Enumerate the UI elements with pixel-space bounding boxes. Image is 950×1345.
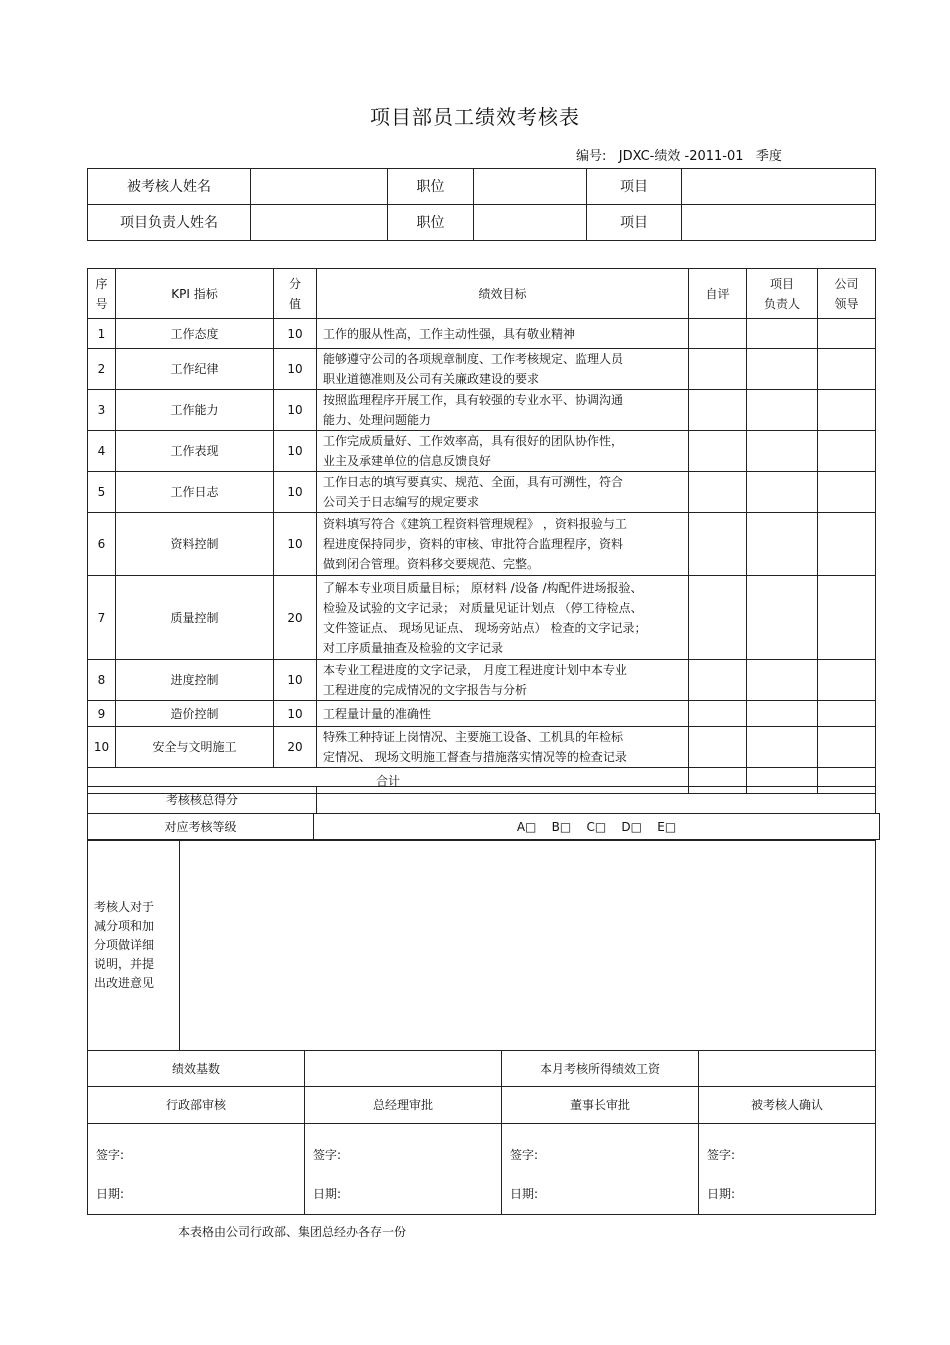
- row-seq: 6: [88, 513, 116, 576]
- sign-cell-assessee[interactable]: [699, 1124, 876, 1215]
- row-kpi: 工作表现: [116, 431, 274, 472]
- row-self-field[interactable]: [689, 319, 747, 349]
- row-seq: 9: [88, 701, 116, 727]
- assessee-position-label: 职位: [388, 169, 474, 205]
- table-row: [88, 431, 876, 472]
- row-manager-field[interactable]: [747, 513, 818, 576]
- row-self-field[interactable]: [689, 472, 747, 513]
- manager-position-field[interactable]: [474, 205, 587, 241]
- row-self-field[interactable]: [689, 701, 747, 727]
- table-row: [88, 472, 876, 513]
- base-field[interactable]: [305, 1051, 502, 1087]
- row-seq: 3: [88, 390, 116, 431]
- sign-label: 签字:: [510, 1148, 539, 1162]
- approval-admin: 行政部审核: [88, 1087, 305, 1124]
- assessee-project-label: 项目: [587, 169, 682, 205]
- row-leader-field[interactable]: [818, 701, 876, 727]
- row-leader-field[interactable]: [818, 349, 876, 390]
- row-kpi: 进度控制: [116, 660, 274, 701]
- row-leader-field[interactable]: [818, 472, 876, 513]
- salary-label: 本月考核所得绩效工资: [502, 1051, 699, 1087]
- row-manager-field[interactable]: [747, 660, 818, 701]
- row-manager-field[interactable]: [747, 576, 818, 660]
- manager-project-field[interactable]: [682, 205, 876, 241]
- sign-cell-chairman[interactable]: [502, 1124, 699, 1215]
- manager-name-label: 项目负责人姓名: [88, 205, 251, 241]
- row-self-field[interactable]: [689, 390, 747, 431]
- row-kpi: 工作日志: [116, 472, 274, 513]
- row-target: 本专业工程进度的文字记录， 月度工程进度计划中本专业 工程进度的完成情况的文字报告与分析: [317, 660, 689, 701]
- date-label: 日期:: [510, 1187, 539, 1201]
- table-row: [88, 727, 876, 768]
- row-manager-field[interactable]: [747, 319, 818, 349]
- header-target: 绩效目标: [317, 269, 689, 319]
- table-row: [88, 349, 876, 390]
- kpi-table: [87, 268, 876, 794]
- approval-chairman: 董事长审批: [502, 1087, 699, 1124]
- page-title: 项目部员工绩效考核表: [370, 105, 580, 129]
- assessee-position-field[interactable]: [474, 169, 587, 205]
- approval-assessee: 被考核人确认: [699, 1087, 876, 1124]
- row-score: 10: [274, 349, 317, 390]
- row-score: 20: [274, 727, 317, 768]
- table-row: [88, 576, 876, 660]
- row-target: 工作的服从性高，工作主动性强，具有敬业精神: [317, 319, 689, 349]
- row-self-field[interactable]: [689, 513, 747, 576]
- sign-label: 签字:: [313, 1148, 342, 1162]
- row-score: 10: [274, 390, 317, 431]
- row-score: 20: [274, 576, 317, 660]
- code-label: 编号:: [576, 149, 607, 164]
- row-leader-field[interactable]: [818, 576, 876, 660]
- row-seq: 2: [88, 349, 116, 390]
- assessee-name-label: 被考核人姓名: [88, 169, 251, 205]
- grade-table: [87, 813, 880, 840]
- row-self-field[interactable]: [689, 660, 747, 701]
- row-seq: 8: [88, 660, 116, 701]
- table-row: [88, 701, 876, 727]
- row-score: 10: [274, 660, 317, 701]
- date-label: 日期:: [707, 1187, 736, 1201]
- row-kpi: 工作能力: [116, 390, 274, 431]
- row-target: 工程量计量的准确性: [317, 701, 689, 727]
- document-code: [576, 145, 782, 164]
- grade-options[interactable]: A□ B□ C□ D□ E□: [314, 814, 880, 840]
- table-row: [88, 660, 876, 701]
- row-manager-field[interactable]: [747, 349, 818, 390]
- row-target: 了解本专业项目质量目标； 原材料 /设备 /构配件进场报验、 检验及试验的文字记录； 对质量见证计划点 （停工待检点、 文件签证点、 现场见证点、 现场旁站点） 检查的文字记录； 对工序质量抽查及检验的文字记录: [317, 576, 689, 660]
- date-label: 日期:: [96, 1187, 125, 1201]
- code-suffix: 季度: [755, 149, 782, 164]
- row-target: 工作完成质量好、工作效率高，具有很好的团队协作性， 业主及承建单位的信息反馈良好: [317, 431, 689, 472]
- row-seq: 4: [88, 431, 116, 472]
- row-self-field[interactable]: [689, 349, 747, 390]
- total-score-field[interactable]: [317, 787, 876, 814]
- row-target: 能够遵守公司的各项规章制度、工作考核规定、监理人员 职业道德准则及公司有关廉政建设的要求: [317, 349, 689, 390]
- table-row: [88, 513, 876, 576]
- row-score: 10: [274, 513, 317, 576]
- date-label: 日期:: [313, 1187, 342, 1201]
- row-target: 资料填写符合《建筑工程资料管理规程》 ，资料报验与工 程进度保持同步，资料的审核、审批符合监理程序，资料 做到闭合管理。资料移交要规范、完整。: [317, 513, 689, 576]
- grade-label: 对应考核等级: [88, 814, 314, 840]
- row-target: 特殊工种持证上岗情况、主要施工设备、工机具的年检标 定情况、 现场文明施工督查与措施落实情况等的检查记录: [317, 727, 689, 768]
- score-table: [87, 786, 876, 814]
- row-seq: 10: [88, 727, 116, 768]
- row-seq: 7: [88, 576, 116, 660]
- manager-project-label: 项目: [587, 205, 682, 241]
- total-label: 合计: [88, 768, 689, 794]
- sign-cell-gm[interactable]: [305, 1124, 502, 1215]
- row-manager-field[interactable]: [747, 390, 818, 431]
- row-kpi: 工作纪律: [116, 349, 274, 390]
- row-score: 10: [274, 431, 317, 472]
- sign-label: 签字:: [96, 1148, 125, 1162]
- header-table: [87, 168, 876, 241]
- base-label: 绩效基数: [88, 1051, 305, 1087]
- manager-position-label: 职位: [388, 205, 474, 241]
- row-manager-field[interactable]: [747, 472, 818, 513]
- table-row: [88, 319, 876, 349]
- total-score-label: 考核核总得分: [88, 787, 317, 814]
- row-manager-field[interactable]: [747, 701, 818, 727]
- row-leader-field[interactable]: [818, 390, 876, 431]
- comment-label: 考核人对于 减分项和加 分项做详细 说明，并提 出改进意见: [88, 841, 180, 1051]
- code-value: JDXC-绩效 -2011-01: [618, 149, 744, 164]
- row-seq: 1: [88, 319, 116, 349]
- comment-field[interactable]: [180, 841, 876, 1051]
- row-self-field[interactable]: [689, 727, 747, 768]
- header-self: 自评: [689, 269, 747, 319]
- assessee-name-field[interactable]: [251, 169, 388, 205]
- row-manager-field[interactable]: [747, 727, 818, 768]
- approval-gm: 总经理审批: [305, 1087, 502, 1124]
- header-leader: 公司 领导: [818, 269, 876, 319]
- row-target: 按照监理程序开展工作，具有较强的专业水平、协调沟通 能力、处理问题能力: [317, 390, 689, 431]
- sign-cell-admin[interactable]: [88, 1124, 305, 1215]
- comment-table: [87, 840, 876, 1051]
- row-kpi: 质量控制: [116, 576, 274, 660]
- row-kpi: 造价控制: [116, 701, 274, 727]
- row-leader-field[interactable]: [818, 431, 876, 472]
- row-manager-field[interactable]: [747, 431, 818, 472]
- assessee-project-field[interactable]: [682, 169, 876, 205]
- row-leader-field[interactable]: [818, 319, 876, 349]
- header-score: 分 值: [274, 269, 317, 319]
- row-leader-field[interactable]: [818, 660, 876, 701]
- approval-table: [87, 1050, 876, 1215]
- header-manager: 项目 负责人: [747, 269, 818, 319]
- row-score: 10: [274, 472, 317, 513]
- row-score: 10: [274, 701, 317, 727]
- table-row: [88, 390, 876, 431]
- header-kpi: KPI 指标: [116, 269, 274, 319]
- kpi-rows: [88, 319, 876, 768]
- row-self-field[interactable]: [689, 576, 747, 660]
- header-seq: 序 号: [88, 269, 116, 319]
- row-kpi: 安全与文明施工: [116, 727, 274, 768]
- row-seq: 5: [88, 472, 116, 513]
- row-target: 工作日志的填写要真实、规范、全面，具有可溯性，符合 公司关于日志编写的规定要求: [317, 472, 689, 513]
- row-leader-field[interactable]: [818, 513, 876, 576]
- row-kpi: 工作态度: [116, 319, 274, 349]
- row-self-field[interactable]: [689, 431, 747, 472]
- footnote: 本表格由公司行政部、集团总经办各存一份: [178, 1225, 407, 1239]
- manager-name-field[interactable]: [251, 205, 388, 241]
- row-kpi: 资料控制: [116, 513, 274, 576]
- salary-field[interactable]: [699, 1051, 876, 1087]
- row-leader-field[interactable]: [818, 727, 876, 768]
- sign-label: 签字:: [707, 1148, 736, 1162]
- row-score: 10: [274, 319, 317, 349]
